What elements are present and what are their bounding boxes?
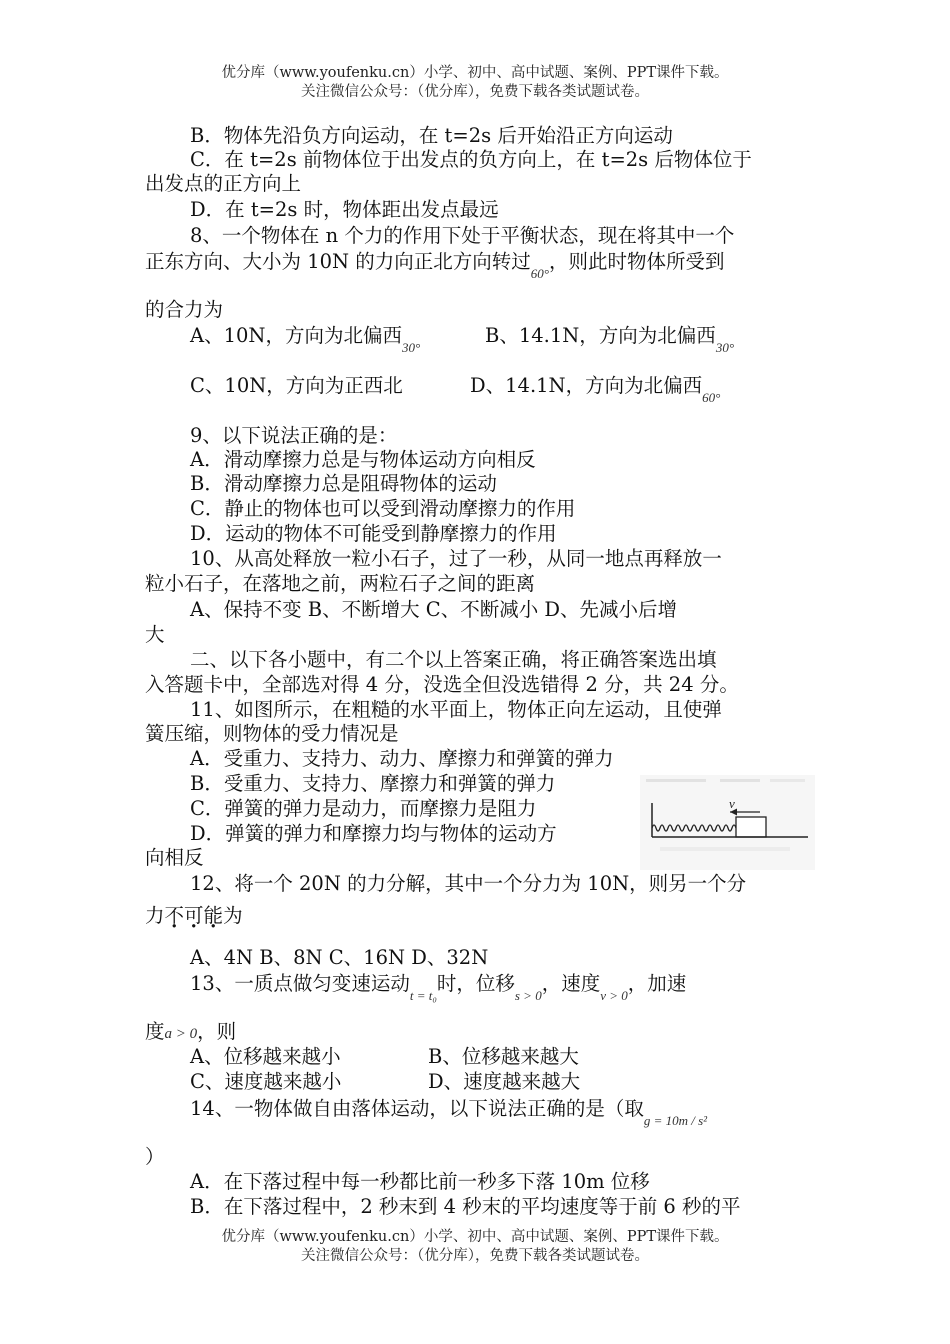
figure-velocity-label: v xyxy=(729,796,735,811)
q8-option-b-text: B、14.1N，方向为北偏西 xyxy=(485,324,716,347)
figure-smudge-1 xyxy=(646,779,706,782)
q8-stem-line3: 的合力为 xyxy=(145,298,224,321)
q9-option-c: C．静止的物体也可以受到滑动摩擦力的作用 xyxy=(190,497,576,520)
q13-text-b: 时，位移 xyxy=(436,972,515,995)
figure-background xyxy=(640,775,815,870)
q13-text-e: 度 xyxy=(145,1020,165,1043)
q10-options: A、保持不变 B、不断增大 C、不断减小 D、先减小后增 xyxy=(190,598,678,621)
q12-options: A、4N B、8N C、16N D、32N xyxy=(190,946,489,969)
q7-option-d: D．在 t=2s 时，物体距出发点最远 xyxy=(190,198,499,221)
q9-option-b: B．滑动摩擦力总是阻碍物体的运动 xyxy=(190,472,497,495)
q14-option-b: B．在下落过程中，2 秒末到 4 秒末的平均速度等于前 6 秒的平 xyxy=(190,1195,741,1218)
footer-line-2: 关注微信公众号：（优分库），免费下载各类试题试卷。 xyxy=(301,1248,649,1264)
q13-option-a: A、位移越来越小 xyxy=(190,1045,341,1068)
q13-stem-line2 xyxy=(145,1020,236,1046)
figure-smudge-3 xyxy=(770,779,805,782)
q14-formula-gravity: g = 10m / s² xyxy=(643,1113,708,1128)
page-header xyxy=(0,64,950,102)
q13-text-d: ，加速 xyxy=(627,972,687,995)
q14-option-a: A．在下落过程中每一秒都比前一秒多下落 10m 位移 xyxy=(190,1170,650,1193)
q11-option-a: A．受重力、支持力、动力、摩擦力和弹簧的弹力 xyxy=(190,747,614,770)
q7-option-c-line2: 出发点的正方向上 xyxy=(145,172,302,195)
q11-option-d-line1: D．弹簧的弹力和摩擦力均与物体的运动方 xyxy=(190,822,557,845)
q8-stem-line2 xyxy=(145,250,725,281)
q12-emphasis-char-1: 不 xyxy=(164,904,185,927)
q8-stem-line1: 8、一个物体在 n 个力的作用下处于平衡状态，现在将其中一个 xyxy=(190,224,735,247)
q13-formula-acceleration: a > 0 xyxy=(164,1026,198,1042)
q9-option-d: D．运动的物体不可能受到静摩擦力的作用 xyxy=(190,522,557,545)
q10-stem-line1: 10、从高处释放一粒小石子，过了一秒，从同一地点再释放一 xyxy=(190,547,722,570)
q8-option-d xyxy=(470,374,721,405)
header-line-2: 关注微信公众号：（优分库），免费下载各类试题试卷。 xyxy=(301,84,649,100)
q13-option-d: D、速度越来越大 xyxy=(428,1070,581,1093)
q13-text-f: ，则 xyxy=(197,1020,237,1043)
q14-stem-line2: ） xyxy=(145,1145,165,1168)
q8-stem-text-b: ，则此时物体所受到 xyxy=(548,250,725,273)
q11-stem-line1: 11、如图所示，在粗糙的水平面上，物体正向左运动，且使弹 xyxy=(190,698,722,721)
q8-option-a-angle: 30° xyxy=(401,340,421,355)
section2-line2: 入答题卡中，全部选对得 4 分，没选全但没选错得 2 分，共 24 分。 xyxy=(145,673,739,696)
q13-option-b: B、位移越来越大 xyxy=(428,1045,579,1068)
q11-option-b: B．受重力、支持力、摩擦力和弹簧的弹力 xyxy=(190,772,556,795)
q8-option-a xyxy=(190,324,421,355)
q11-spring-block-figure xyxy=(640,775,815,870)
q12-stem-line1: 12、将一个 20N 的力分解，其中一个分力为 10N，则另一个分 xyxy=(190,872,747,895)
q12-text-b: 为 xyxy=(223,904,243,927)
q14-stem-line1 xyxy=(190,1097,708,1128)
q13-text-a: 13、一质点做匀变速运动 xyxy=(190,972,410,995)
q13-stem-line1 xyxy=(190,972,687,1003)
figure-smudge-4 xyxy=(660,847,790,851)
q8-option-d-angle: 60° xyxy=(702,390,721,405)
figure-smudge-2 xyxy=(720,779,760,782)
section2-line1: 二、以下各小题中，有二个以上答案正确，将正确答案选出填 xyxy=(190,648,717,671)
q11-option-d-line2: 向相反 xyxy=(145,846,204,869)
footer-line-1: 优分库（www.youfenku.cn）小学、初中、高中试题、案例、PPT课件下载。 xyxy=(221,1229,729,1245)
q8-option-b xyxy=(485,324,735,355)
q13-formula-displacement: s > 0 xyxy=(514,988,542,1003)
q14-text-a: 14、一物体做自由落体运动，以下说法正确的是（取 xyxy=(190,1097,644,1120)
q8-option-a-text: A、10N，方向为北偏西 xyxy=(190,324,402,347)
q12-text-a: 力 xyxy=(145,904,165,927)
q7-option-c-line1: C．在 t=2s 前物体位于出发点的负方向上，在 t=2s 后物体位于 xyxy=(190,148,752,171)
q8-option-c: C、10N，方向为正西北 xyxy=(190,374,403,397)
q13-option-c: C、速度越来越小 xyxy=(190,1070,342,1093)
page-footer xyxy=(0,1228,950,1266)
q12-emphasis-char-2: 可 xyxy=(184,904,204,927)
q13-formula-velocity: v > 0 xyxy=(600,988,628,1003)
q12-emphasis-char-3: 能 xyxy=(203,904,224,927)
q9-stem: 9、以下说法正确的是： xyxy=(190,424,398,447)
q8-option-b-angle: 30° xyxy=(715,340,735,355)
q11-stem-line2: 簧压缩，则物体的受力情况是 xyxy=(145,722,399,745)
q7-option-b: B．物体先沿负方向运动，在 t=2s 后开始沿正方向运动 xyxy=(190,124,673,147)
q9-option-a: A．滑动摩擦力总是与物体运动方向相反 xyxy=(190,448,536,471)
q8-option-d-text: D、14.1N，方向为北偏西 xyxy=(470,374,703,397)
q10-stem-line2: 粒小石子，在落地之前，两粒石子之间的距离 xyxy=(145,572,536,595)
q10-options-wrap: 大 xyxy=(145,623,165,646)
q13-text-c: ，速度 xyxy=(541,972,601,995)
q8-angle-formula: 60° xyxy=(530,266,549,281)
q12-stem-line2 xyxy=(145,904,243,928)
q8-stem-text-a: 正东方向、大小为 10N 的力向正北方向转过 xyxy=(145,250,531,273)
figure-block xyxy=(736,817,766,837)
q11-option-c: C．弹簧的弹力是动力，而摩擦力是阻力 xyxy=(190,797,537,820)
q13-formula-time: t = t₀ xyxy=(409,988,437,1003)
header-line-1: 优分库（www.youfenku.cn）小学、初中、高中试题、案例、PPT课件下载。 xyxy=(221,65,729,81)
